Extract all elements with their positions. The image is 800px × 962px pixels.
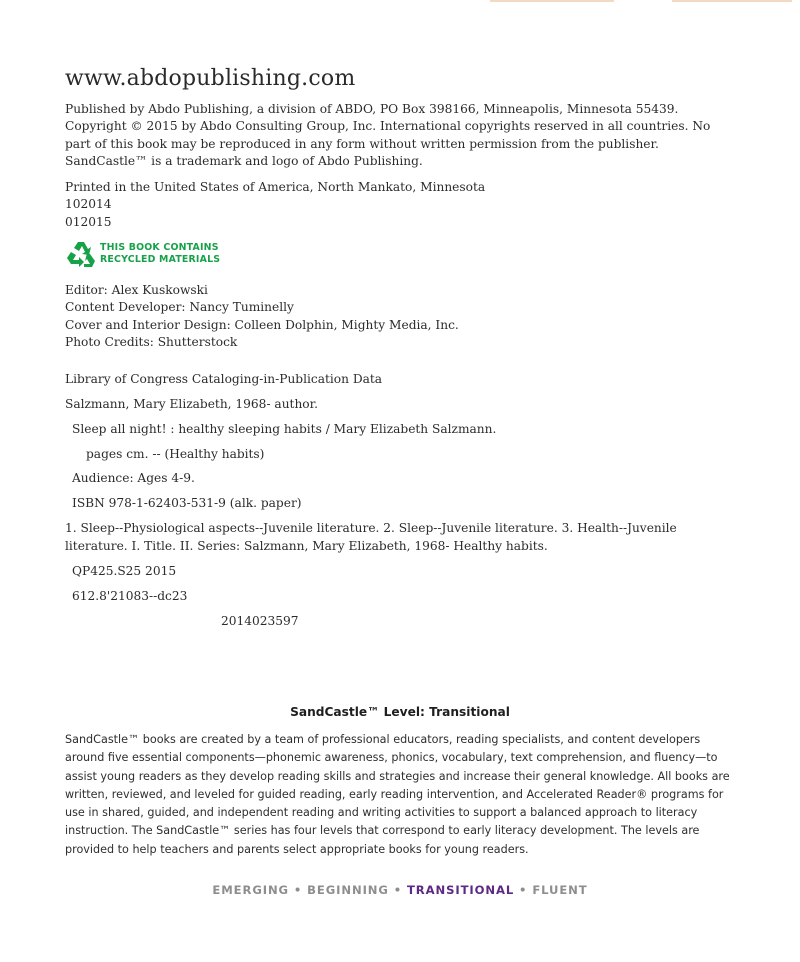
- level-beginning: BEGINNING: [307, 883, 389, 897]
- credits: [65, 282, 459, 351]
- cip-subjects: 1. Sleep--Physiological aspects--Juvenile literature. 2. Sleep--Juvenile literature. 3. Health--Juvenile literature. I. Title. II. Series: Salzmann, Mary Elizabeth, 1968- Healthy habits.: [65, 521, 677, 553]
- recycled-line-2: RECYCLED MATERIALS: [100, 254, 221, 265]
- cip-audience: Audience: Ages 4-9.: [72, 471, 195, 485]
- publisher-info: [65, 101, 725, 170]
- cip-title: Sleep all night! : healthy sleeping habits / Mary Elizabeth Salzmann.: [72, 422, 497, 436]
- sandcastle-level-title: SandCastle™ Level: Transitional: [290, 705, 510, 719]
- level-separator: •: [388, 883, 407, 897]
- printing-info: [65, 179, 485, 231]
- sandcastle-description: SandCastle™ books are created by a team of professional educators, reading specialists, and content developers around five essential components—phonemic awareness, phonics, vocabulary, text comprehension, and fluency—to assist young readers as they develop reading skills and strategies and increase their general knowledge. All books are written, reviewed, and leveled for guided reading, early reading intervention, and Accelerated Reader® programs for use in shared, guided, and independent reading and writing activities to support a balanced approach to literacy instruction. The SandCastle™ series has four levels that correspond to early literacy development. The levels are provided to help teachers and parents select appropriate books for young readers.: [65, 733, 730, 856]
- cip-lccn: 2014023597: [221, 614, 299, 628]
- reading-levels: [0, 883, 800, 897]
- top-edge-marks: [0, 0, 800, 4]
- cip-author: Salzmann, Mary Elizabeth, 1968- author.: [65, 397, 318, 411]
- print-code-2: 012015: [65, 214, 112, 229]
- cip-pages: pages cm. -- (Healthy habits): [86, 447, 265, 461]
- recycled-line-1: THIS BOOK CONTAINS: [100, 242, 219, 253]
- publisher-paragraph: Published by Abdo Publishing, a division of ABDO, PO Box 398166, Minneapolis, Minnesota 55439. Copyright © 2015 by Abdo Consulting Group, Inc. International copyrights reserved in all countries. No part of this book may be reproduced in any form without written permission from the publisher. SandCastle™ is a trademark and logo of Abdo Publishing.: [65, 102, 711, 168]
- cip-dewey: 612.8'21083--dc23: [72, 589, 188, 603]
- level-separator: •: [514, 883, 533, 897]
- level-transitional: TRANSITIONAL: [407, 883, 515, 897]
- credit-photo: Photo Credits: Shutterstock: [65, 334, 238, 349]
- recycle-icon: [66, 240, 96, 268]
- credit-content-developer: Content Developer: Nancy Tuminelly: [65, 300, 294, 315]
- credit-editor: Editor: Alex Kuskowski: [65, 283, 208, 297]
- level-emerging: EMERGING: [212, 883, 289, 897]
- level-separator: •: [288, 883, 308, 897]
- website-url: www.abdopublishing.com: [65, 66, 356, 91]
- printed-location: Printed in the United States of America, North Mankato, Minnesota: [65, 180, 486, 194]
- cip-heading: Library of Congress Cataloging-in-Publication Data: [65, 372, 383, 386]
- level-fluent: FLUENT: [532, 883, 588, 897]
- cip-lcc: QP425.S25 2015: [72, 564, 177, 578]
- print-code-1: 102014: [65, 197, 112, 212]
- credit-design: Cover and Interior Design: Colleen Dolphin, Mighty Media, Inc.: [65, 317, 459, 332]
- cip-isbn: ISBN 978-1-62403-531-9 (alk. paper): [72, 496, 302, 510]
- recycled-materials-label: [100, 242, 220, 266]
